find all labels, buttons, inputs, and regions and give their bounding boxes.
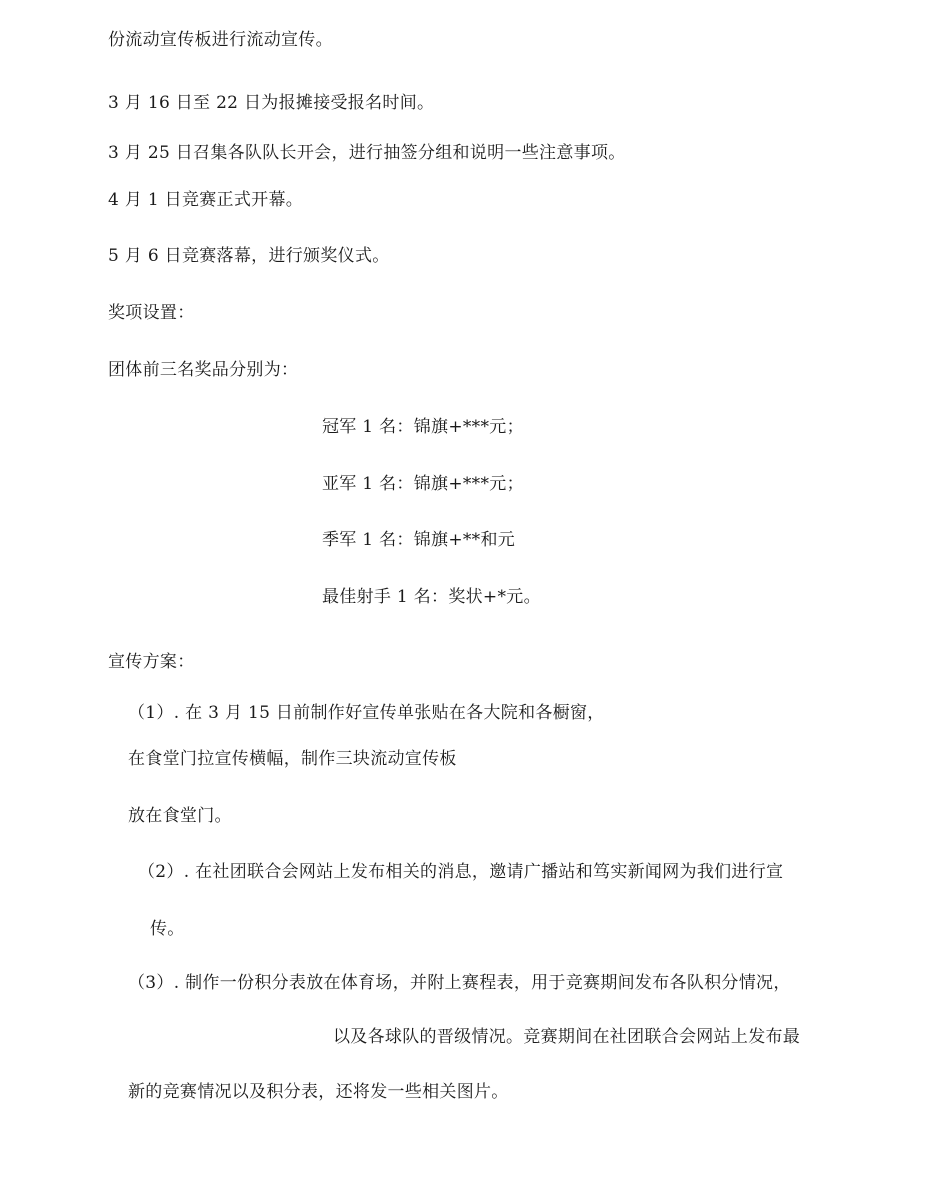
publicity-heading: 宣传方案： [108,652,195,672]
prize-item: 亚军 1 名：锦旗+***元； [322,474,524,494]
awards-team-intro: 团体前三名奖品分别为： [108,360,299,380]
awards-heading: 奖项设置： [108,303,195,323]
schedule-item: 4 月 1 日竞赛正式开幕。 [108,190,304,210]
publicity-paragraph-3-line: 以及各球队的晋级情况。竞赛期间在社团联合会网站上发布最 [333,1027,801,1047]
publicity-paragraph-1-line: 在食堂门拉宣传横幅，制作三块流动宣传板 [128,749,457,769]
publicity-paragraph-3-line: （3）. 制作一份积分表放在体育场，并附上赛程表，用于竞赛期间发布各队积分情况， [128,973,791,993]
schedule-item: 3 月 16 日至 22 日为报摊接受报名时间。 [108,93,435,113]
publicity-paragraph-2-line: （2）. 在社团联合会网站上发布相关的消息，邀请广播站和笃实新闻网为我们进行宣 [138,862,784,882]
publicity-paragraph-3-line: 新的竞赛情况以及积分表，还将发一些相关图片。 [128,1082,509,1102]
schedule-intro-tail: 份流动宣传板进行流动宣传。 [108,30,333,50]
schedule-item: 5 月 6 日竞赛落幕，进行颁奖仪式。 [108,246,390,266]
publicity-paragraph-1-line: （1）. 在 3 月 15 日前制作好宣传单张贴在各大院和各橱窗， [128,703,605,723]
prize-item: 季军 1 名：锦旗+**和元 [322,530,516,550]
publicity-paragraph-2-line: 传。 [150,919,185,939]
schedule-item: 3 月 25 日召集各队队长开会，进行抽签分组和说明一些注意事项。 [108,143,626,163]
prize-item: 冠军 1 名：锦旗+***元； [322,417,524,437]
publicity-paragraph-1-line: 放在食堂门。 [128,806,232,826]
prize-item: 最佳射手 1 名：奖状+*元。 [322,587,541,607]
